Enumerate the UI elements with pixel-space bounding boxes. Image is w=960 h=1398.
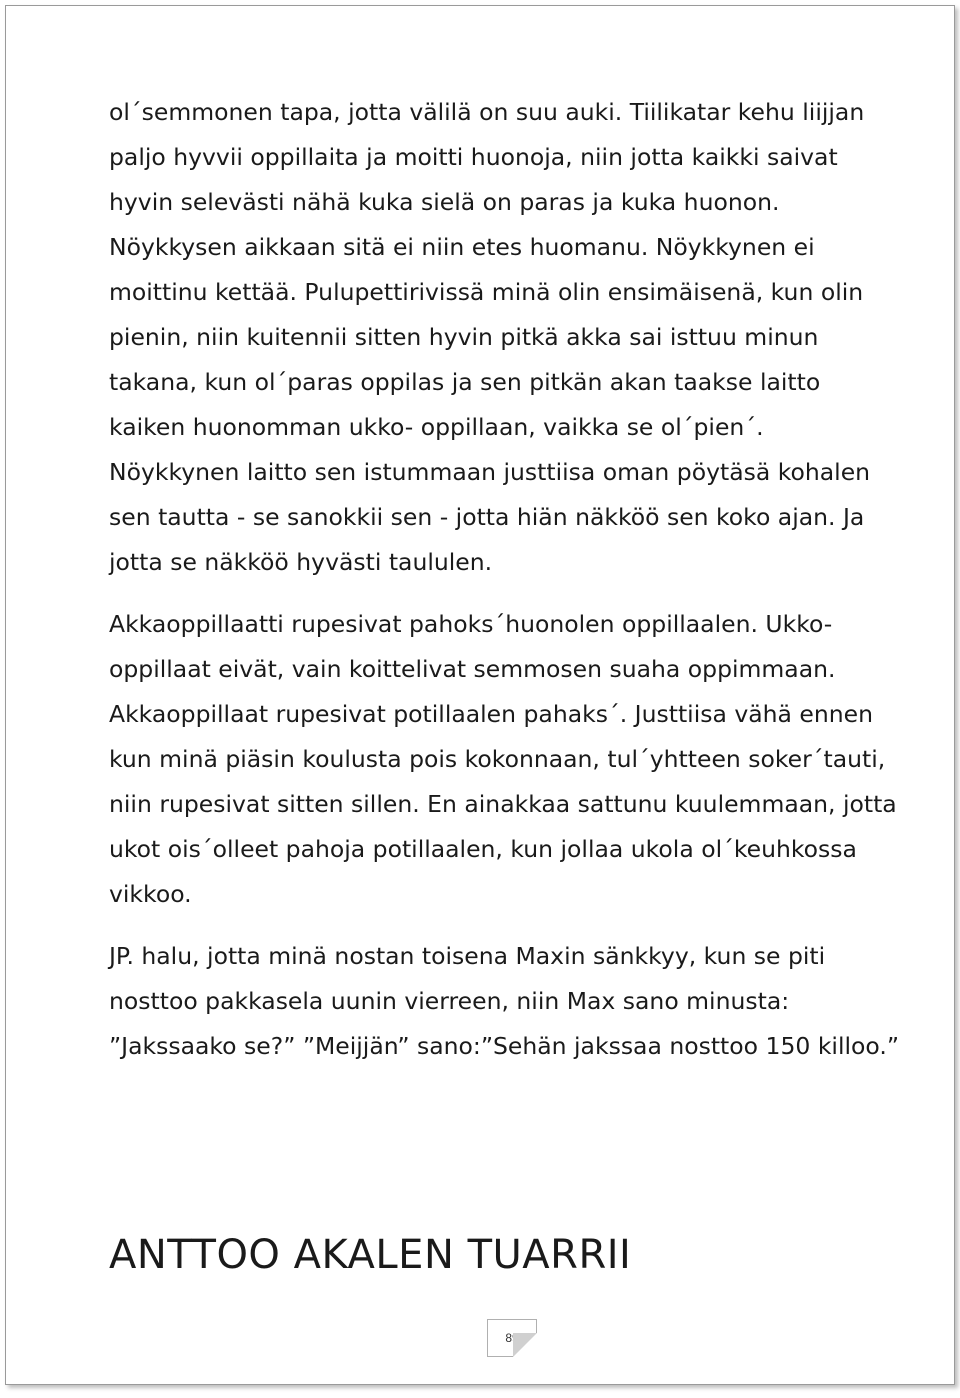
page-curl-icon	[513, 1333, 537, 1357]
paragraph-3: JP. halu, jotta minä nostan toisena Maxin sänkkyy, kun se piti nosttoo pakkasela uunin vierreen, niin Max sano minusta: ”Jakssaako se?” ”Meijjän” sano:”Sehän jakssaa nosttoo 150 killoo.”	[109, 942, 900, 1060]
page-number-box	[487, 1319, 537, 1357]
body-text	[109, 90, 899, 1069]
document-page	[5, 5, 955, 1385]
chapter-heading: ANTTOO AKALEN TUARRII	[109, 1232, 632, 1278]
paragraph-2: Akkaoppillaatti rupesivat pahoks´huonolen oppillaalen. Ukko-oppillaat eivät, vain koittelivat semmosen suaha oppimmaan. Akkaoppillaat rupesivat potillaalen pahaks´. Justtiisa vähä ennen kun minä piäsin koulusta pois kokonnaan, tul´yhtteen soker´tauti, niin rupesivat sitten sillen. En ainakkaa sattunu kuulemmaan, jotta ukot ois´olleet pahoja potillaalen, kun jollaa ukola ol´keuhkossa vikkoo.	[109, 610, 897, 908]
page-number: 89	[505, 1331, 519, 1345]
paragraph-1: ol´semmonen tapa, jotta välilä on suu auki. Tiilikatar kehu liijjan paljo hyvvii oppillaita ja moitti huonoja, niin jotta kaikki saivat hyvin selevästi nähä kuka sielä on paras ja kuka huonon. Nöykkysen aikkaan sitä ei niin etes huomanu. Nöykkynen ei moittinu kettää. Pulupettirivissä minä olin ensimäisenä, kun olin pienin, niin kuitennii sitten hyvin pitkä akka sai isttuu minun takana, kun ol´paras oppilas ja sen pitkän akan taakse laitto kaiken huonomman ukko- oppillaan, vaikka se ol´pien´. Nöykkynen laitto sen istummaan justtiisa oman pöytäsä kohalen sen tautta - se sanokkii sen - jotta hiän näkköö sen koko ajan. Ja jotta se näkköö hyvästi taululen.	[109, 98, 871, 576]
